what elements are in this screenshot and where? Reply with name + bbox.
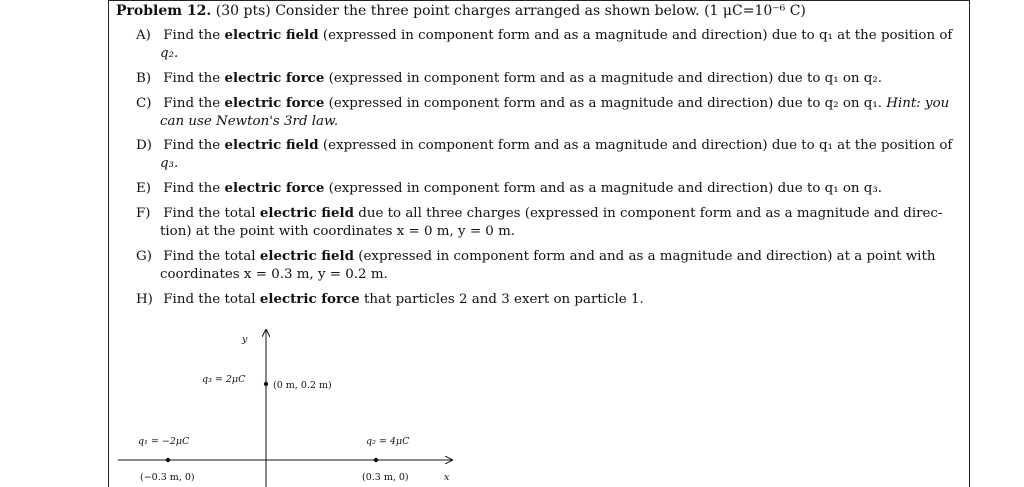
part-text-pre: Find the total bbox=[163, 249, 256, 264]
part-keyword: electric force bbox=[224, 180, 325, 196]
part-label: B) bbox=[136, 71, 152, 86]
part-keyword: electric field bbox=[259, 205, 354, 221]
part-keyword: electric force bbox=[259, 291, 360, 307]
part-continuation: tion) at the point with coordinates x = 0 m, y = 0 m. bbox=[160, 224, 516, 239]
part-keyword: electric field bbox=[224, 27, 319, 43]
part-text-pre: Find the bbox=[163, 181, 221, 196]
q2-coordinate: (0.3 m, 0) bbox=[362, 472, 409, 483]
part-text-pre: Find the bbox=[163, 96, 221, 111]
x-axis-label: x bbox=[444, 472, 450, 483]
problem-intro: Consider the three point charges arranged as shown below. bbox=[275, 3, 700, 19]
part-text-pre: Find the total bbox=[163, 206, 256, 221]
part-continuation: q₂. bbox=[160, 46, 179, 61]
problem-heading: Problem 12. bbox=[116, 3, 212, 19]
part-keyword: electric field bbox=[259, 248, 354, 264]
part-label: E) bbox=[136, 181, 151, 196]
part-text-post: (expressed in component form and as a magnitude and direction) due to q₁ on q₃. bbox=[328, 181, 883, 196]
part-text-post: (expressed in component form and as a magnitude and direction) due to q₂ on q₁. bbox=[328, 96, 883, 111]
part-label: C) bbox=[136, 96, 152, 111]
part-text-pre: Find the total bbox=[163, 292, 256, 307]
y-axis-label: y bbox=[242, 334, 248, 345]
part-text-post: (expressed in component form and as a magnitude and direction) due to q₁ at the position of bbox=[322, 28, 953, 43]
part-text-post: that particles 2 and 3 exert on particle 1. bbox=[363, 292, 644, 307]
q3-label: q₃ = 2μC bbox=[202, 374, 246, 385]
part-continuation: can use Newton's 3rd law. bbox=[160, 114, 339, 129]
q2-label: q₂ = 4μC bbox=[366, 436, 410, 447]
part-text-pre: Find the bbox=[163, 138, 221, 153]
part-continuation: q₃. bbox=[160, 156, 179, 171]
part-text-post: (expressed in component form and and as a magnitude and direction) at a point with bbox=[358, 249, 936, 264]
unit-note: (1 μC=10⁻⁶ C) bbox=[704, 3, 806, 19]
part-label: G) bbox=[136, 249, 152, 264]
part-keyword: electric force bbox=[224, 95, 325, 111]
part-label: H) bbox=[136, 292, 153, 307]
q1-coordinate: (−0.3 m, 0) bbox=[140, 472, 195, 483]
part-label: D) bbox=[136, 138, 152, 153]
part-continuation: coordinates x = 0.3 m, y = 0.2 m. bbox=[160, 267, 388, 282]
part-text-pre: Find the bbox=[163, 71, 221, 86]
part-text-post: (expressed in component form and as a magnitude and direction) due to q₁ at the position of bbox=[322, 138, 953, 153]
part-keyword: electric field bbox=[224, 137, 319, 153]
part-keyword: electric force bbox=[224, 70, 325, 86]
part-text-pre: Find the bbox=[163, 28, 221, 43]
q3-charge-point bbox=[264, 382, 268, 386]
part-label: A) bbox=[136, 28, 151, 43]
part-text-post: due to all three charges (expressed in component form and as a magnitude and direc- bbox=[358, 206, 943, 221]
part-text-post: (expressed in component form and as a magnitude and direction) due to q₁ on q₂. bbox=[328, 71, 883, 86]
part-hint: Hint: you bbox=[886, 96, 950, 111]
q1-charge-point bbox=[166, 458, 170, 462]
q1-label: q₁ = −2μC bbox=[138, 436, 190, 447]
q2-charge-point bbox=[374, 458, 378, 462]
q3-coordinate: (0 m, 0.2 m) bbox=[273, 380, 332, 391]
problem-points: (30 pts) bbox=[215, 3, 271, 19]
part-label: F) bbox=[136, 206, 151, 221]
